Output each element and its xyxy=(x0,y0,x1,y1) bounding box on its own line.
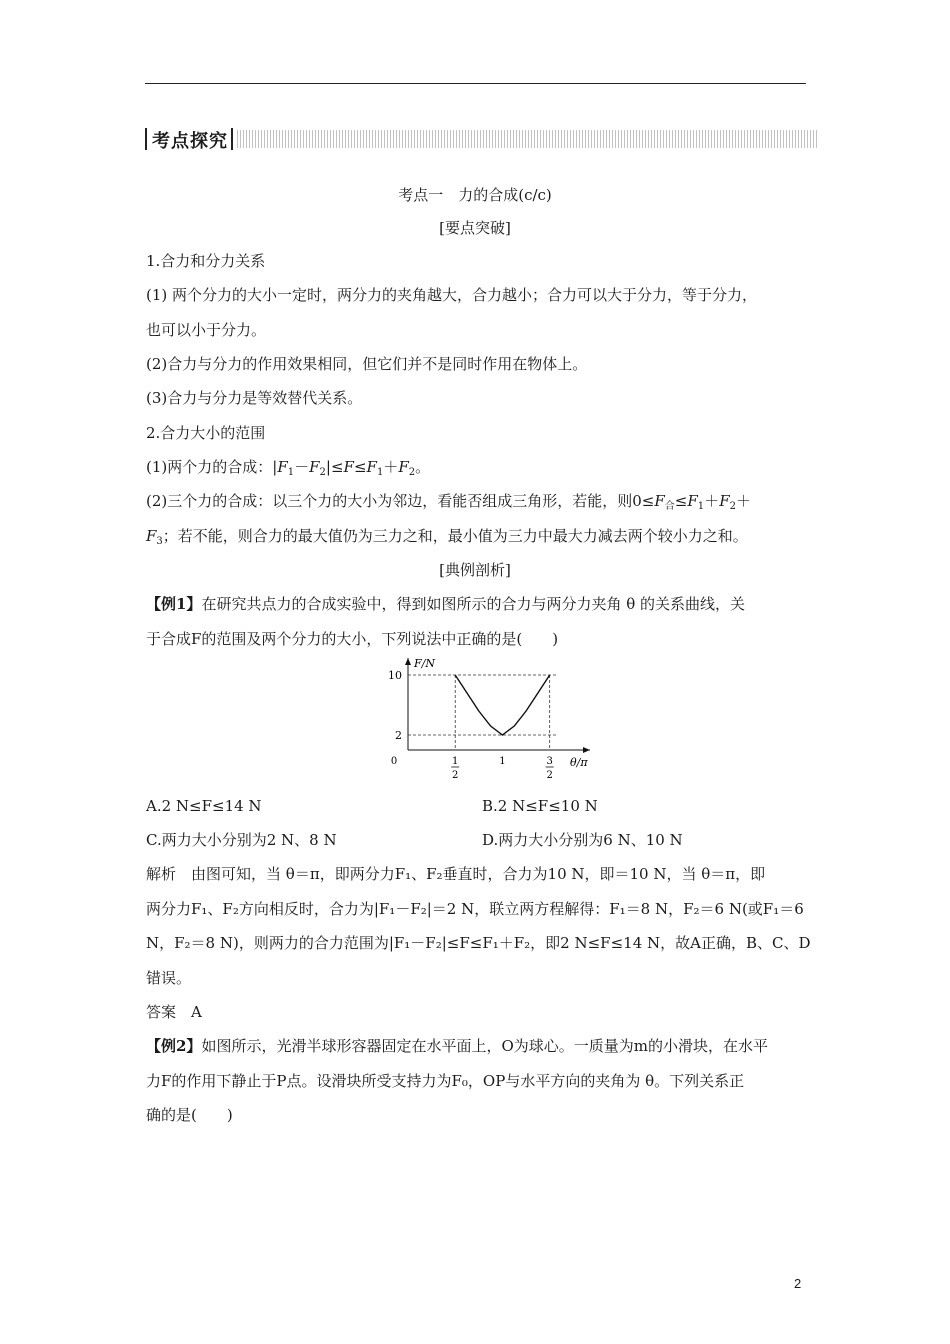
option-d: D.两力大小分别为6 N、10 N xyxy=(482,831,683,849)
p1-heading: 1.合力和分力关系 xyxy=(146,252,266,270)
subtitle-examples: [典例剖析] xyxy=(439,561,511,579)
ex2-text-a: 【例2】如图所示，光滑半球形容器固定在水平面上，O为球心。一质量为m的小滑块，在水平 xyxy=(146,1037,768,1055)
ex1-text-b: 于合成F的范围及两个分力的大小，下列说法中正确的是( ) xyxy=(146,630,559,648)
section-bar-left xyxy=(145,128,147,150)
ex2-text-c: 确的是( ) xyxy=(146,1106,233,1124)
force-angle-chart xyxy=(360,655,590,785)
origin-label: 0 xyxy=(390,756,398,767)
section-title: 考点探究 xyxy=(152,131,228,152)
p1-item2: (2)合力与分力的作用效果相同，但它们并不是同时作用在物体上。 xyxy=(146,355,588,373)
y-axis-label: F/N xyxy=(414,657,435,670)
section-hatch xyxy=(237,130,817,148)
section-header xyxy=(145,126,817,152)
p2-item1: (1)两个力的合成：$|F_1-F_2|\le F\le F_1+F_2$。 xyxy=(146,458,431,478)
x-tick-den: 2 xyxy=(452,770,459,781)
header-rule xyxy=(145,83,806,84)
ex2-text-b: 力F的作用下静止于P点。设滑块所受支持力为F₀，OP与水平方向的夹角为 θ。下列关系正 xyxy=(146,1072,745,1090)
ex1-text-a: 【例1】在研究共点力的合成实验中，得到如图所示的合力与两分力夹角 θ 的关系曲线，关 xyxy=(146,595,746,613)
x-tick-num: 1 xyxy=(452,756,459,767)
analysis-line-1: 解析 由图可知，当 θ＝π，即两分力F₁、F₂垂直时，合力为10 N，即＝10 N，当 θ＝π，即 xyxy=(146,865,766,883)
option-a: A.2 N≤F≤14 N xyxy=(146,797,262,815)
analysis-line-3: N，F₂＝8 N)，则两力的合力范围为|F₁－F₂|≤F≤F₁＋F₂，即2 N≤F≤14 N，故A正确，B、C、D xyxy=(146,934,811,952)
p2-item2-b: $F_3$；若不能，则合力的最大值仍为三力之和，最小值为三力中最大力减去两个较小力之和。 xyxy=(146,527,748,547)
p1-item3: (3)合力与分力是等效替代关系。 xyxy=(146,389,363,407)
topic-title: 考点一 力的合成(c/c) xyxy=(398,186,552,204)
analysis-line-4: 错误。 xyxy=(146,969,192,987)
option-c: C.两力大小分别为2 N、8 N xyxy=(146,831,337,849)
y-axis-arrow xyxy=(405,658,411,665)
x-tick-label: 1 xyxy=(499,756,506,767)
p2-heading: 2.合力大小的范围 xyxy=(146,424,266,442)
p1-item1-a: (1) 两个分力的大小一定时，两分力的夹角越大，合力越小；合力可以大于分力，等于分力， xyxy=(146,286,758,304)
option-b: B.2 N≤F≤10 N xyxy=(482,797,598,815)
x-tick-num: 3 xyxy=(546,756,553,767)
x-axis-label: θ/π xyxy=(570,756,588,769)
y-tick-label: 2 xyxy=(395,729,402,742)
answer: 答案 A xyxy=(146,1003,202,1021)
subtitle-key-points: [要点突破] xyxy=(439,219,511,237)
analysis-line-2: 两分力F₁、F₂方向相反时，合力为|F₁－F₂|＝2 N，联立两方程解得：F₁＝8 N，F₂＝6 N(或F₁＝6 xyxy=(146,900,804,918)
x-axis-arrow xyxy=(583,747,590,753)
page-number: 2 xyxy=(794,1276,802,1291)
y-tick-label: 10 xyxy=(388,669,402,682)
chart-curve xyxy=(455,675,550,735)
section-bar-right xyxy=(231,128,233,150)
p2-item2-a: (2)三个力的合成：以三个力的大小为邻边，看能否组成三角形，若能，则$0\le F_合\le F_1+F_2+$ xyxy=(146,492,751,512)
p1-item1-b: 也可以小于分力。 xyxy=(146,321,267,339)
x-tick-den: 2 xyxy=(546,770,553,781)
